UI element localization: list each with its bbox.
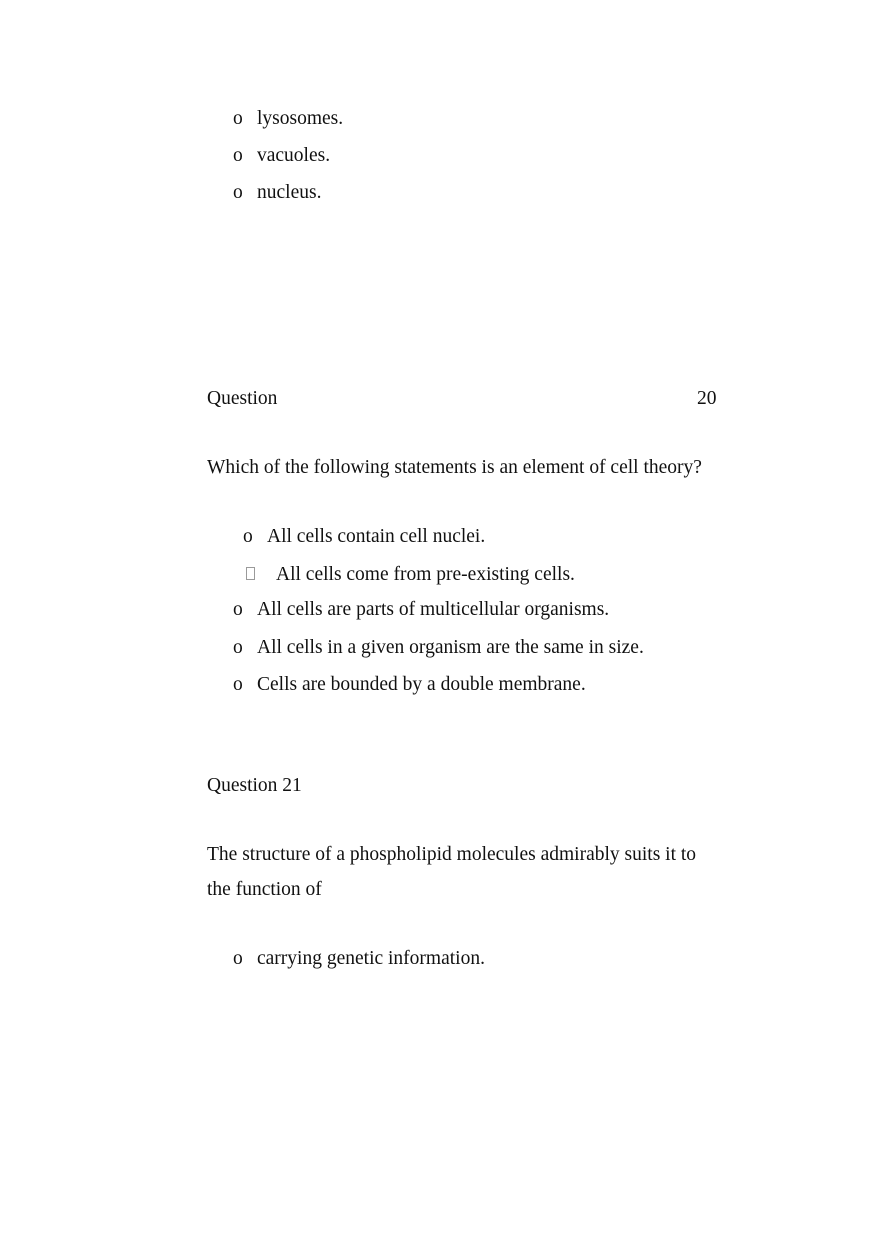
question-label: Question [207,388,278,409]
option-bullet: o [233,637,243,658]
option-text: All cells come from pre-existing cells. [276,564,575,585]
option-bullet: o [233,108,243,129]
option-text: nucleus. [257,182,322,203]
option-text: vacuoles. [257,145,331,166]
question-prompt: Which of the following statements is an element of cell theory? [207,457,702,478]
option-bullet: o [233,182,243,203]
option-bullet: o [233,948,243,969]
question-number: 20 [697,388,717,409]
option-text: carrying genetic information. [257,948,485,969]
option-text: All cells contain cell nuclei. [267,526,486,547]
option-bullet: o [233,599,243,620]
option-text: All cells are parts of multicellular organisms. [257,599,610,620]
option-bullet: o [233,674,243,695]
option-text: All cells in a given organism are the same in size. [257,637,644,658]
question-label: Question 21 [207,775,302,796]
missing-glyph-box-icon [246,567,255,580]
option-bullet: o [233,145,243,166]
option-text: lysosomes. [257,108,344,129]
question-prompt-line: the function of [207,879,322,900]
option-text: Cells are bounded by a double membrane. [257,674,586,695]
option-bullet: o [243,526,253,547]
question-prompt-line: The structure of a phospholipid molecules admirably suits it to [207,844,697,865]
